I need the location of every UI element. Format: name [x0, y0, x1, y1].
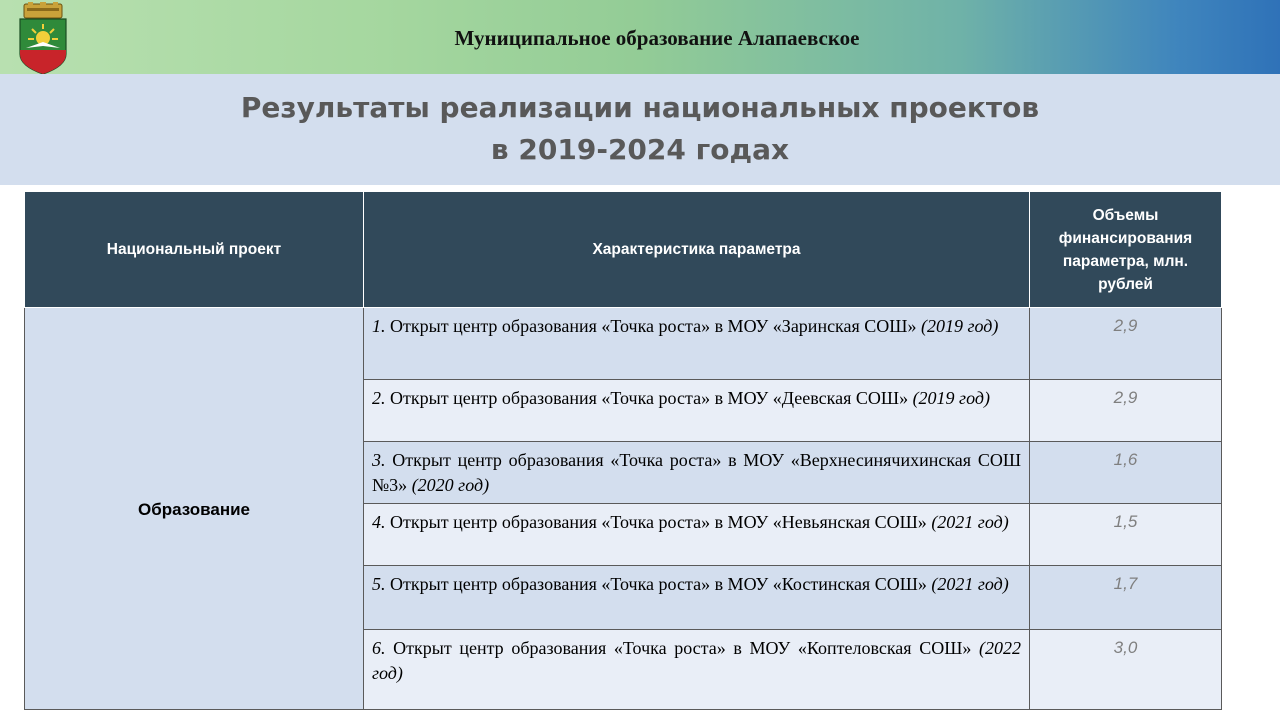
row-value: 2,9 — [1030, 308, 1222, 380]
row-number: 1. — [372, 316, 386, 336]
row-number: 2. — [372, 388, 386, 408]
row-description — [364, 566, 1030, 630]
row-number: 4. — [372, 512, 386, 532]
municipality-name: Муниципальное образование Алапаевское — [454, 26, 860, 50]
page-title-line2: в 2019-2024 годах — [490, 133, 790, 166]
column-header-project: Национальный проект — [25, 192, 364, 308]
row-text: Открыт центр образования «Точка роста» в МОУ «Деевская СОШ» — [390, 388, 909, 408]
row-text: Открыт центр образования «Точка роста» в МОУ «Верхнесинячихинская СОШ №3» — [372, 450, 1021, 495]
projects-table — [24, 191, 1222, 710]
row-text: Открыт центр образования «Точка роста» в МОУ «Заринская СОШ» — [390, 316, 917, 336]
row-year: (2021 год) — [931, 574, 1009, 594]
section-cell-education: Образование — [25, 308, 364, 710]
column-header-characteristic: Характеристика параметра — [364, 192, 1030, 308]
table-header-row — [25, 192, 1222, 308]
row-number: 5. — [372, 574, 386, 594]
row-value: 1,5 — [1030, 504, 1222, 566]
row-value: 3,0 — [1030, 630, 1222, 710]
page-title — [0, 87, 1280, 171]
row-year: (2021 год) — [931, 512, 1009, 532]
page-title-line1: Результаты реализации национальных проектов — [240, 91, 1040, 124]
row-year: (2019 год) — [912, 388, 990, 408]
row-text: Открыт центр образования «Точка роста» в МОУ «Коптеловская СОШ» — [393, 638, 972, 658]
row-description — [364, 308, 1030, 380]
row-value: 2,9 — [1030, 380, 1222, 442]
row-number: 6. — [372, 638, 386, 658]
row-text: Открыт центр образования «Точка роста» в МОУ «Невьянская СОШ» — [390, 512, 927, 532]
row-description — [364, 380, 1030, 442]
row-year: (2019 год) — [920, 316, 999, 336]
column-header-funding: Объемы финансирования параметра, млн. рублей — [1030, 192, 1222, 308]
row-text: Открыт центр образования «Точка роста» в МОУ «Костинская СОШ» — [390, 574, 927, 594]
row-description — [364, 630, 1030, 710]
row-number: 3. — [372, 450, 386, 470]
table-row — [25, 308, 1222, 380]
row-description — [364, 442, 1030, 504]
row-year: (2020 год) — [411, 475, 490, 495]
row-value: 1,7 — [1030, 566, 1222, 630]
row-description — [364, 504, 1030, 566]
row-value: 1,6 — [1030, 442, 1222, 504]
row-year: (2022 год) — [372, 638, 1022, 683]
